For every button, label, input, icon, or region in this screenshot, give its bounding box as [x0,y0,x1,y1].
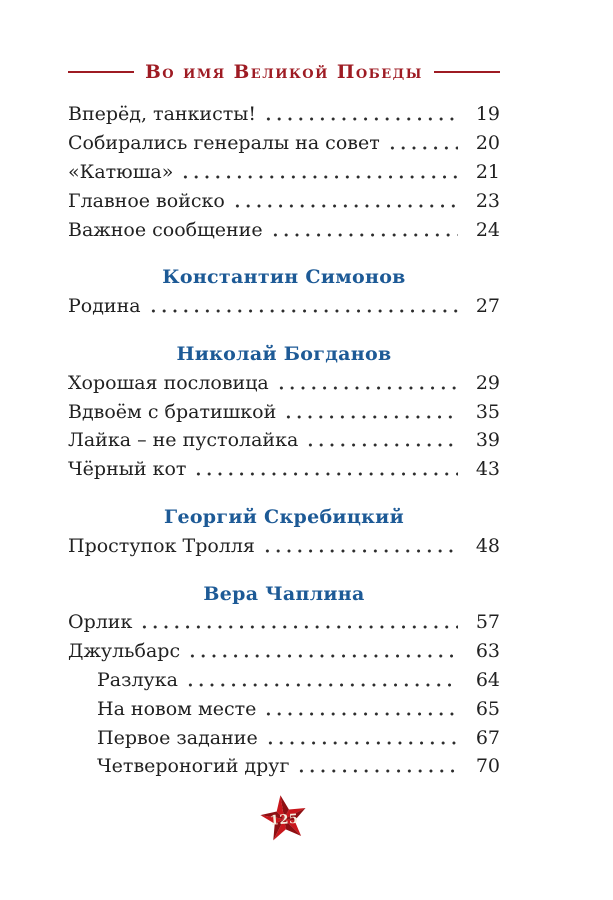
page-number-star [256,790,313,845]
toc-entry-title: Проступок Тролля [68,534,255,557]
toc-entry [68,215,500,244]
toc-leader-dots [305,443,458,447]
toc-leader-dots [276,386,458,390]
toc-entry-title: Хорошая пословица [68,371,269,394]
toc-entry-title: Лайка – не пустолайка [68,429,299,452]
author-heading: Георгий Скребицкий [164,505,404,528]
toc-entry [68,426,500,455]
toc-leader-dots [193,472,458,476]
page-header-title: Во имя Великой Победы [145,61,423,83]
toc-entry-page: 29 [475,371,500,394]
toc-entry-title: «Катюша» [68,160,174,183]
toc-entry-page: 24 [475,218,500,241]
toc-entry [68,531,500,560]
toc-entry [68,368,500,397]
author-heading: Константин Симонов [162,266,406,289]
toc-entry-page: 27 [475,295,500,318]
author-heading: Вера Чаплина [203,582,365,605]
table-of-contents [68,100,500,781]
toc-entry [68,397,500,426]
toc-entry-page: 48 [475,534,500,557]
toc-entry-title: Разлука [97,668,178,691]
toc-entry [68,608,500,637]
toc-leader-dots [265,741,458,745]
toc-entry-page: 65 [475,697,500,720]
toc-entry [68,100,500,129]
author-heading: Николай Богданов [176,342,392,365]
toc-leader-dots [148,309,458,313]
toc-subentry [68,694,500,723]
toc-entry [68,129,500,158]
star-icon [256,790,313,845]
toc-entry-title: Родина [68,295,141,318]
toc-entry-title: Орлик [68,611,133,634]
toc-entry-page: 70 [475,755,500,778]
toc-entry-page: 64 [475,668,500,691]
toc-entry [68,637,500,666]
toc-entry-page: 19 [475,103,500,126]
toc-entry-title: Вдвоём с братишкой [68,400,277,423]
toc-leader-dots [270,233,458,237]
toc-entry-page: 43 [475,458,500,481]
toc-entry-title: Собирались генералы на совет [68,132,380,155]
toc-leader-dots [283,415,458,419]
toc-entry-page: 20 [475,132,500,155]
toc-subentry [68,752,500,781]
toc-entry-page: 35 [475,400,500,423]
toc-entry-page: 63 [475,640,500,663]
toc-entry-title: Чёрный кот [68,458,187,481]
content-column [68,60,500,842]
toc-leader-dots [263,712,458,716]
running-header [68,60,500,84]
toc-entry-title: Первое задание [97,726,258,749]
toc-entry-title: Джульбарс [68,640,181,663]
toc-leader-dots [187,654,458,658]
footer-page-number: 125 [269,811,299,829]
toc-entry [68,186,500,215]
header-rule-right [434,71,500,73]
toc-entry-title: На новом месте [97,697,257,720]
header-rule-left [68,71,134,73]
toc-entry-title: Главное войско [68,189,225,212]
toc-leader-dots [180,175,458,179]
toc-subentry [68,666,500,695]
toc-leader-dots [139,625,458,629]
toc-entry-page: 57 [475,611,500,634]
toc-leader-dots [387,146,458,150]
toc-leader-dots [232,204,458,208]
toc-leader-dots [185,683,458,687]
toc-entry-title: Вперёд, танкисты! [68,103,257,126]
toc-entry-page: 21 [475,160,500,183]
toc-entry-title: Важное сообщение [68,218,263,241]
toc-leader-dots [262,549,458,553]
toc-subentry [68,723,500,752]
toc-entry-page: 39 [475,429,500,452]
toc-entry [68,158,500,187]
toc-entry [68,292,500,321]
toc-entry-title: Четвероногий друг [97,755,290,778]
toc-entry [68,455,500,484]
toc-entry-page: 23 [475,189,500,212]
toc-entry-page: 67 [475,726,500,749]
toc-leader-dots [263,117,458,121]
toc-leader-dots [296,769,458,773]
